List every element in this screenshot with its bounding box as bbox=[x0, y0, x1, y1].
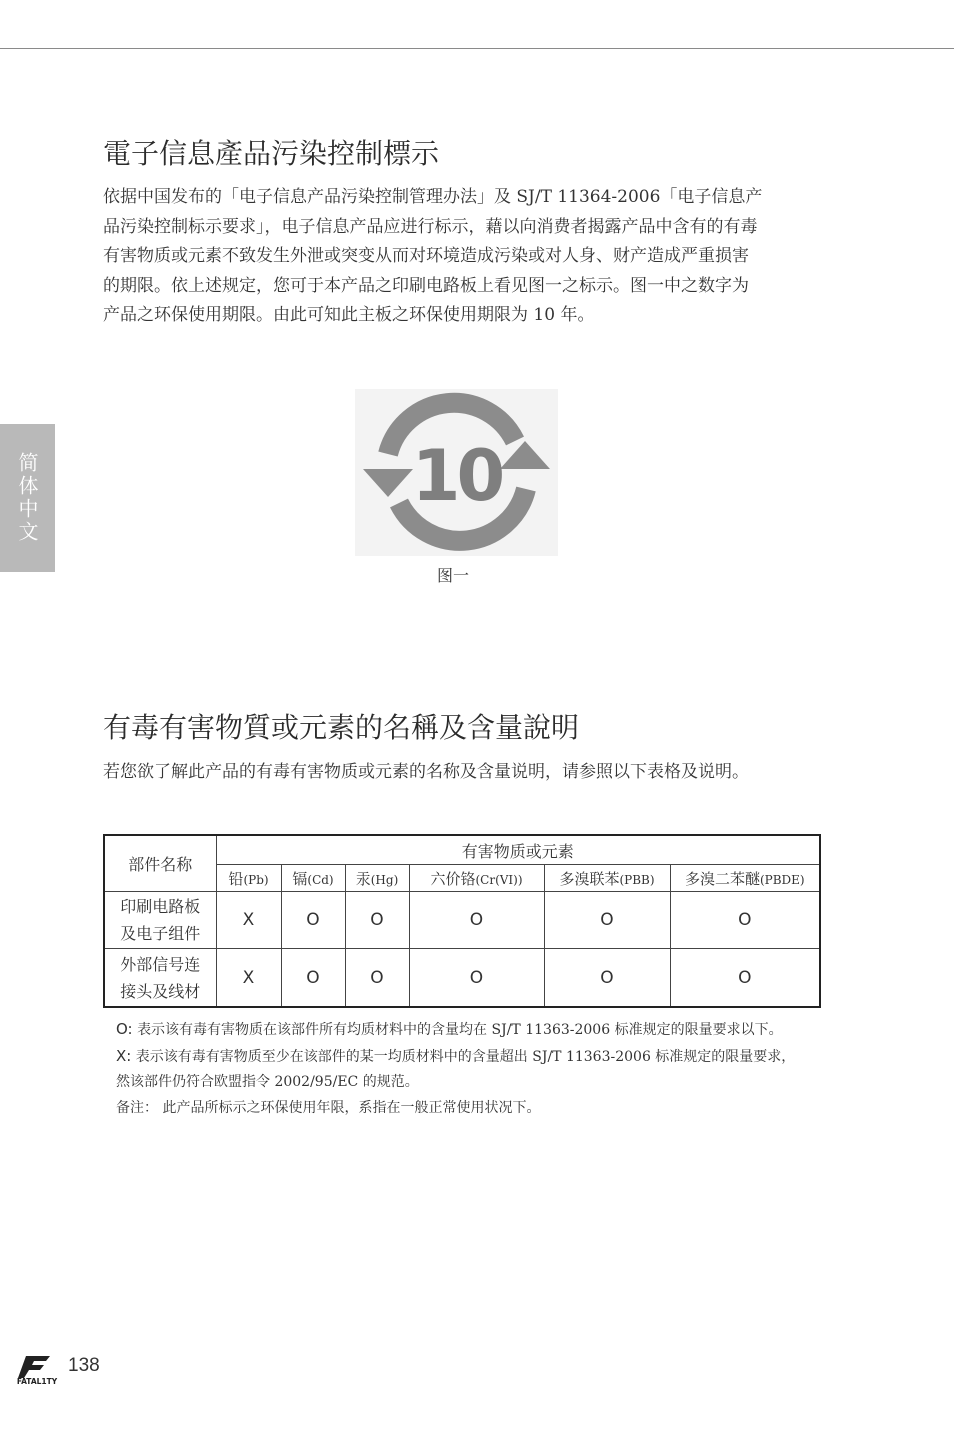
svg-text:FATAL1TY: FATAL1TY bbox=[16, 1377, 58, 1386]
note-remark: 备注： 此产品所标示之环保使用年限，系指在一般正常使用状况下。 bbox=[116, 1099, 541, 1116]
fatal1ty-logo bbox=[12, 1352, 62, 1386]
table-cell: O bbox=[345, 949, 409, 1007]
figure-caption: 图一 bbox=[436, 566, 469, 585]
section1-title: 電子信息產品污染控制標示 bbox=[103, 137, 440, 170]
top-rule bbox=[0, 48, 954, 49]
table-cell: O bbox=[670, 949, 820, 1007]
table-cell: O bbox=[345, 892, 409, 949]
table-cell: O bbox=[544, 892, 670, 949]
note-x: X: 表示该有毒有害物质至少在该部件的某一均质材料中的含量超出 SJ/T 11363-2006 标准规定的限量要求，然该部件仍符合欧盟指令 2002/95/EC 的规范。 bbox=[116, 1046, 796, 1090]
section2-body: 若您欲了解此产品的有毒有害物质或元素的名称及含量说明，请参照以下表格及说明。 bbox=[103, 762, 749, 782]
table-cell: O bbox=[670, 892, 820, 949]
header-substance-cd: 镉(Cd) bbox=[281, 865, 345, 892]
table-cell: O bbox=[544, 949, 670, 1007]
table-cell: O bbox=[281, 949, 345, 1007]
table-notes bbox=[116, 1017, 796, 1121]
header-substance-pbde: 多溴二苯醚(PBDE) bbox=[670, 865, 820, 892]
header-substance-group: 有害物质或元素 bbox=[216, 835, 820, 865]
eco-logo-figure bbox=[355, 389, 558, 556]
header-substance-cr6: 六价铬(Cr(VI)) bbox=[409, 865, 544, 892]
header-part-name: 部件名称 bbox=[104, 835, 216, 892]
header-substance-pb: 铅(Pb) bbox=[216, 865, 281, 892]
recycle-10-icon bbox=[355, 389, 558, 556]
table-cell: O bbox=[409, 949, 544, 1007]
hazardous-substance-table bbox=[103, 834, 821, 1008]
header-substance-pbb: 多溴联苯(PBB) bbox=[544, 865, 670, 892]
table-cell: O bbox=[281, 892, 345, 949]
table-row bbox=[104, 892, 820, 949]
section2-title: 有毒有害物質或元素的名稱及含量說明 bbox=[103, 711, 580, 744]
section1-body: 依据中国发布的「电子信息产品污染控制管理办法」及 SJ/T 11364-2006「电子信息产品污染控制标示要求」，电子信息产品应进行标示，藉以向消费者揭露产品中含有的有毒有害物质或元素不致发生外泄或突变从而对环境造成污染或对人身、财产造成严重损害的期限。依上述规定，您可于本产品之印刷电路板上看见图一之标示。图一中之数字为产品之环保使用期限。由此可知此主板之环保使用期限为 10 年。 bbox=[103, 187, 763, 325]
row-part-label: 外部信号连 接头及线材 bbox=[104, 949, 216, 1007]
table-cell: X bbox=[216, 949, 281, 1007]
logo-number: 10 bbox=[411, 435, 502, 517]
row-part-label: 印刷电路板 及电子组件 bbox=[104, 892, 216, 949]
table-row bbox=[104, 949, 820, 1007]
table-cell: X bbox=[216, 892, 281, 949]
language-side-tab bbox=[0, 424, 55, 572]
side-tab-label: 简体中文 bbox=[15, 452, 39, 544]
header-substance-hg: 汞(Hg) bbox=[345, 865, 409, 892]
table-cell: O bbox=[409, 892, 544, 949]
page-number: 138 bbox=[68, 1355, 100, 1376]
note-o: O: 表示该有毒有害物质在该部件所有均质材料中的含量均在 SJ/T 11363-2006 标准规定的限量要求以下。 bbox=[116, 1020, 783, 1038]
